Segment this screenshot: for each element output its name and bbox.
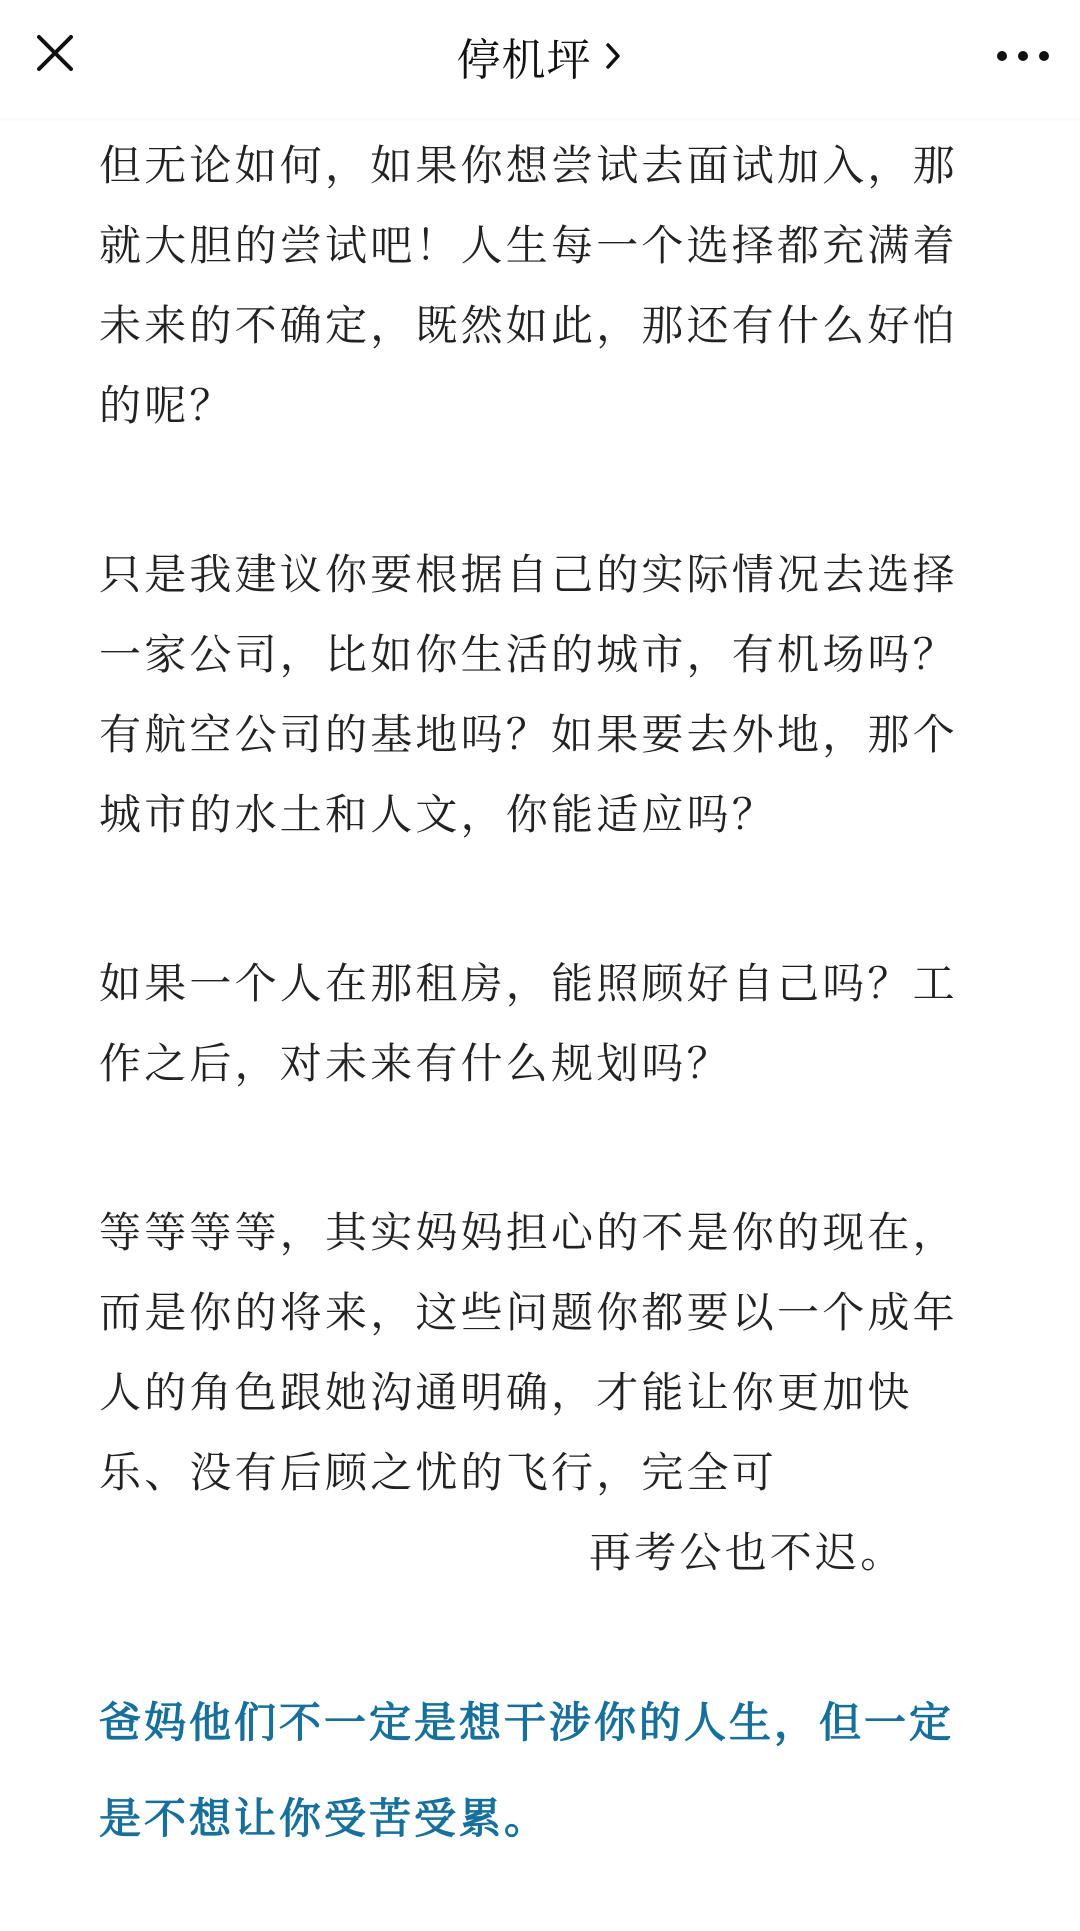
article-body [99, 126, 989, 1867]
emphasis-paragraph: 爸妈他们不一定是想干涉你的人生，但一定是不想让你受苦受累。 [99, 1698, 955, 1843]
article-paragraph: 但无论如何，如果你想尝试去面试加入，那就大胆的尝试吧！人生每一个选择都充满着未来的不确定，既然如此，那还有什么好怕的呢？ [99, 141, 958, 430]
top-navigation-bar [0, 0, 1080, 118]
account-title-link[interactable] [457, 24, 624, 88]
close-button[interactable] [24, 22, 86, 84]
more-horizontal-icon [994, 48, 1052, 64]
article-paragraph-trailing-line: 再考公也不迟。 [589, 1528, 906, 1577]
article-paragraph: 只是我建议你要根据自己的实际情况去选择一家公司，比如你生活的城市，有机场吗？有航空公司的基地吗？如果要去外地，那个城市的水土和人文，你能适应吗？ [99, 550, 958, 839]
chevron-right-icon [602, 39, 624, 73]
article-paragraph: 等等等等，其实妈妈担心的不是你的现在，而是你的将来，这些问题你都要以一个成年人的角色跟她沟通明确，才能让你更加快乐、没有后顾之忧的飞行，完全可 [99, 1208, 958, 1497]
close-icon [33, 31, 77, 75]
article-paragraph: 如果一个人在那租房，能照顾好自己吗？工作之后，对未来有什么规划吗？ [99, 959, 958, 1088]
more-options-button[interactable] [988, 24, 1058, 88]
account-title: 停机坪 [456, 35, 592, 86]
